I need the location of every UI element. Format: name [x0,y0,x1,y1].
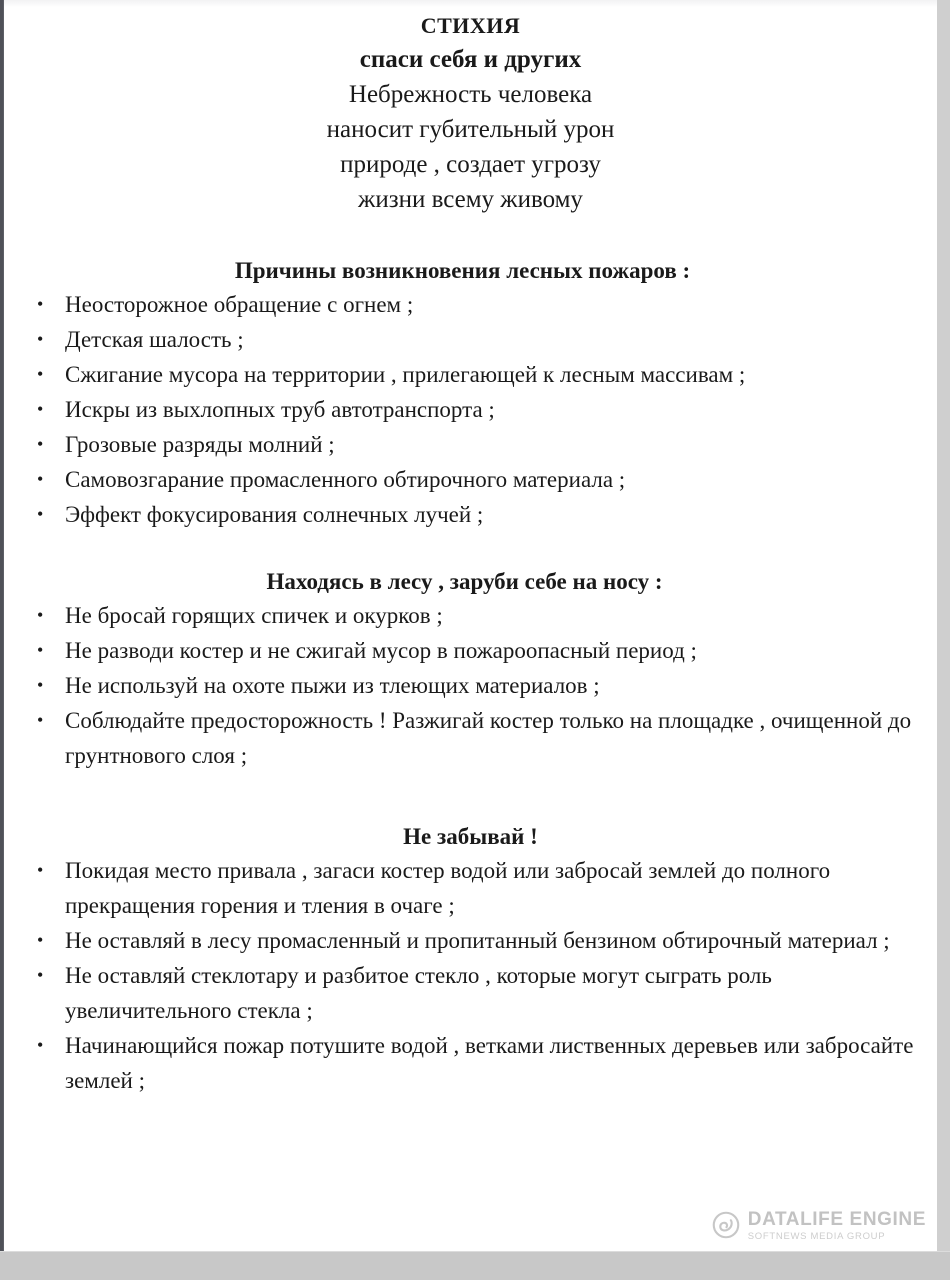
poster-header-line: Небрежность человека [348,81,593,108]
bullet-icon: • [37,364,44,384]
watermark-text [748,1210,926,1242]
section [4,255,937,532]
list-item-text: Искры из выхлопных труб автотранспорта ; [65,397,495,422]
watermark-subtitle: SOFTNEWS MEDIA GROUP [747,1230,886,1242]
list-item [4,923,937,958]
list-item [4,598,937,633]
list-item [4,392,937,427]
bullet-icon: • [37,469,44,489]
header-section-gap [4,217,937,255]
poster-header-line: спаси себя и других [359,46,582,73]
list-item [4,958,937,1028]
bullet-list [4,287,937,532]
bullet-list [4,853,937,1098]
section-heading: Находясь в лесу , заруби себе на носу : [266,569,663,594]
list-item-text: Эффект фокусирования солнечных лучей ; [65,502,484,527]
datalife-spiral-icon [712,1211,740,1239]
list-item-text: Неосторожное обращение с огнем ; [65,292,414,317]
section [4,821,937,1098]
sections-container [4,255,937,1098]
bullet-icon: • [37,860,44,880]
list-item-text: Не используй на охоте пыжи из тлеющих материалов ; [65,673,600,698]
list-item [4,287,937,322]
list-item [4,668,937,703]
page-right-strip [937,0,950,1251]
poster-header-line: жизни всему живому [358,186,583,213]
poster-header-line: наносит губительный урон [326,116,615,143]
list-item [4,497,937,532]
bullet-list [4,598,937,773]
list-item-text: Сжигание мусора на территории , прилегающей к лесным массивам ; [65,362,746,387]
list-item [4,633,937,668]
bullet-icon: • [37,640,44,660]
watermark-title: DATALIFE ENGINE [747,1208,926,1230]
list-item-text: Грозовые разряды молний ; [65,432,335,457]
document-content [4,0,937,1098]
list-item-text: Покидая место привала , загаси костер водой или забросай землей до полного прекращения горения и тления в очаге ; [65,858,831,918]
bullet-icon: • [37,329,44,349]
list-item-text: Соблюдайте предосторожность ! Разжигай костер только на площадке , очищенной до грунтнового слоя ; [65,708,912,768]
list-item [4,427,937,462]
list-item [4,357,937,392]
section-gap [4,532,937,566]
list-item-text: Начинающийся пожар потушите водой , ветками лиственных деревьев или забросайте землей ; [65,1033,914,1093]
bullet-icon: • [37,930,44,950]
bullet-icon: • [37,675,44,695]
bullet-icon: • [37,965,44,985]
bullet-icon: • [37,399,44,419]
list-item-text: Не оставляй стеклотару и разбитое стекло , которые могут сыграть роль увеличительного стекла ; [65,963,772,1023]
list-item [4,462,937,497]
watermark [712,1210,926,1242]
poster-header-line: природе , создает угрозу [340,151,601,178]
bullet-icon: • [37,710,44,730]
page-bottom-bar [0,1251,950,1280]
section [4,566,937,773]
list-item [4,703,937,773]
bullet-icon: • [37,1035,44,1055]
list-item [4,853,937,923]
section-gap [4,773,937,821]
section-heading: Не забывай ! [403,824,538,849]
section-heading: Причины возникновения лесных пожаров : [234,258,691,283]
list-item-text: Детская шалость ; [65,327,244,352]
list-item-text: Не оставляй в лесу промасленный и пропитанный бензином обтирочный материал ; [65,928,890,953]
bullet-icon: • [37,434,44,454]
bullet-icon: • [37,504,44,524]
poster-title: СТИХИЯ [420,13,521,38]
bullet-icon: • [37,605,44,625]
list-item-text: Не разводи костер и не сжигай мусор в пожароопасный период ; [65,638,697,663]
document-page [3,0,937,1251]
list-item [4,1028,937,1098]
list-item-text: Не бросай горящих спичек и окурков ; [65,603,443,628]
list-item [4,322,937,357]
list-item-text: Самовозгарание промасленного обтирочного материала ; [65,467,626,492]
poster-header [4,0,937,217]
bullet-icon: • [37,294,44,314]
